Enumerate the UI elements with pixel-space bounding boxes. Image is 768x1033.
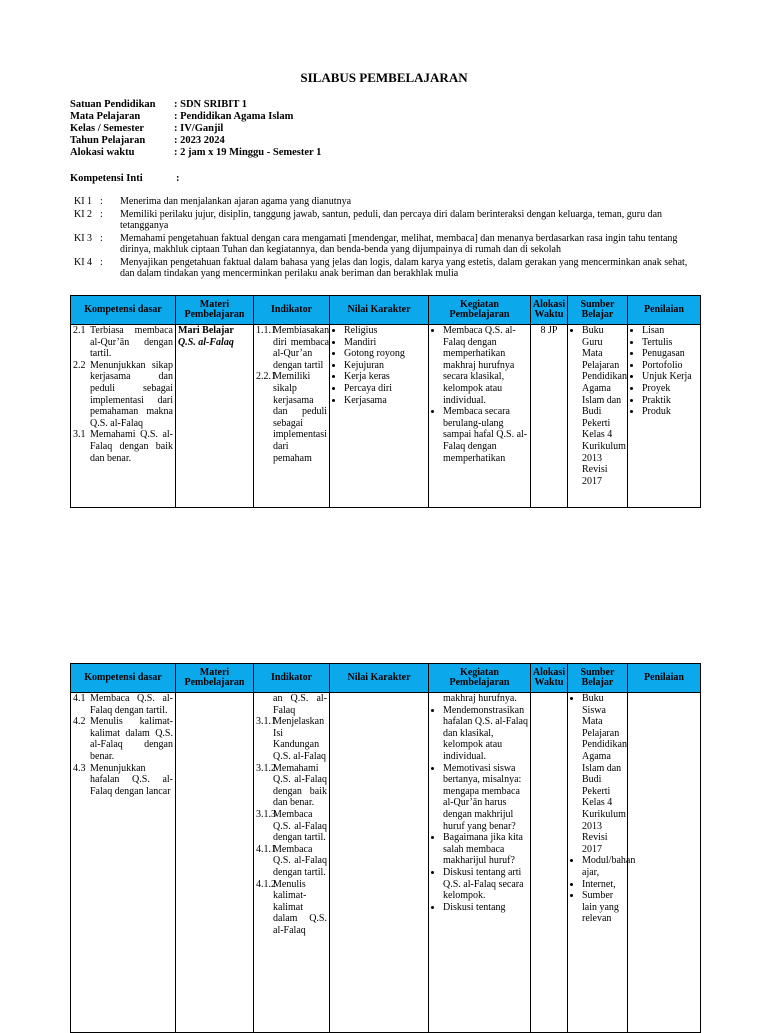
ki-text: Memahami pengetahuan faktual dengan cara mengamati [mendengar, melihat, membaca] dan menanya berdasarkan rasa ingin tahu tentang dirinya, makhluk ciptaan Tuhan dan kegiatannya, dan benda-benda yang dijumpainya di rumah dan di sekolah bbox=[120, 232, 678, 255]
indikator-item bbox=[256, 763, 327, 809]
kd-item bbox=[73, 360, 173, 430]
ki-code: KI 4 bbox=[74, 256, 93, 268]
nilai-item: • Kerja keras bbox=[344, 371, 426, 383]
indikator-item-text: Membaca Q.S. al-Falaq dengan tartil. bbox=[273, 808, 327, 844]
kegiatan-item: • Bagaimana jika kita salah membaca makharijul huruf? bbox=[443, 832, 528, 867]
meta-key: Alokasi waktu bbox=[70, 147, 135, 158]
page-title: SILABUS PEMBELAJARAN bbox=[300, 70, 468, 85]
materi-cell bbox=[176, 693, 254, 1033]
kd-item-number: 3.1 bbox=[73, 429, 86, 441]
table-row bbox=[71, 693, 701, 1033]
syllabus-table-1 bbox=[70, 295, 701, 508]
nilai-cell bbox=[330, 325, 429, 508]
indikator-item-number: 2.2.1 bbox=[256, 371, 276, 383]
meta-value: : 2 jam x 19 Minggu - Semester 1 bbox=[174, 147, 322, 158]
nilai-item: • Mandiri bbox=[344, 337, 426, 349]
kd-item-number: 2.1 bbox=[73, 325, 86, 336]
syllabus-table-2 bbox=[70, 663, 701, 1033]
indikator-item bbox=[256, 809, 327, 844]
kd-item bbox=[73, 325, 173, 360]
sumber-item: • Modul/bahan ajar, bbox=[582, 855, 625, 878]
indikator-item-number: 4.1.2 bbox=[256, 878, 276, 890]
kd-item-number: 4.2 bbox=[73, 716, 86, 728]
kd-item-text: Membaca Q.S. al-Falaq dengan tartil. bbox=[90, 693, 173, 716]
table-header-row bbox=[71, 296, 701, 325]
ki-item bbox=[70, 196, 690, 208]
kegiatan-item: • Memotivasi siswa bertanya, misalnya: mengapa membaca al-Qur’ān harus dengan makhrijul huruf yang benar? bbox=[443, 763, 528, 833]
alokasi-cell bbox=[531, 325, 568, 508]
ki-heading-label: Kompetensi Inti bbox=[70, 173, 143, 184]
nilai-item: • Kejujuran bbox=[344, 360, 426, 372]
ki-code: KI 2 bbox=[74, 208, 93, 220]
penilaian-cell bbox=[628, 693, 701, 1033]
penilaian-item: • Produk bbox=[642, 406, 698, 418]
kd-item bbox=[73, 716, 173, 762]
header-indikator: Indikator bbox=[254, 664, 330, 693]
ki-code: KI 3 bbox=[74, 232, 93, 244]
kd-item-text: Menunjukkan sikap kerjasama dan peduli sebagai implementasi dari pemahaman makna Q.S. al-Falaq bbox=[90, 359, 173, 429]
header-materi: Materi Pembelajaran bbox=[176, 296, 254, 325]
ki-item bbox=[70, 257, 690, 280]
ki-sep: : bbox=[100, 196, 103, 207]
kegiatan-item: • Diskusi tentang bbox=[443, 902, 528, 914]
meta-key: Kelas / Semester bbox=[70, 123, 145, 134]
penilaian-item: • Portofolio bbox=[642, 360, 698, 372]
ki-item bbox=[70, 209, 690, 232]
sumber-cell bbox=[568, 693, 636, 1033]
penilaian-item: • Lisan bbox=[642, 325, 698, 337]
header-indikator: Indikator bbox=[254, 296, 330, 325]
kd-item-number: 2.2 bbox=[73, 359, 86, 371]
ki-list bbox=[70, 196, 690, 281]
penilaian-item: • Praktik bbox=[642, 395, 698, 407]
alokasi-value: 8 JP bbox=[540, 325, 558, 336]
table-header-row bbox=[71, 664, 701, 693]
meta-value: : IV/Ganjil bbox=[174, 123, 224, 134]
meta-row bbox=[70, 99, 321, 111]
ki-sep: : bbox=[100, 208, 103, 220]
kegiatan-item: • Membaca secara berulang-ulang sampai hafal Q.S. al-Falaq dengan memperhatikan bbox=[443, 406, 528, 464]
table-row bbox=[71, 325, 701, 508]
indikator-item bbox=[256, 371, 327, 464]
header-sumber: Sumber Belajar bbox=[568, 664, 628, 693]
ki-heading bbox=[70, 173, 180, 185]
kd-item-number: 4.3 bbox=[73, 762, 86, 774]
kegiatan-cell bbox=[429, 325, 531, 508]
penilaian-item: • Unjuk Kerja bbox=[642, 371, 698, 383]
ki-sep: : bbox=[100, 232, 103, 244]
kd-cell bbox=[71, 325, 176, 508]
ki-code: KI 1 bbox=[74, 196, 93, 207]
kd-item-text: Menunjukkan hafalan Q.S. al-Falaq dengan lancar bbox=[90, 762, 173, 797]
sumber-item: • Buku Siswa Mata Pelajaran Pendidikan Agama Islam dan Budi Pekerti Kelas 4 Kurikulum 2013 Revisi 2017 bbox=[582, 693, 625, 855]
meta-key: Tahun Pelajaran bbox=[70, 135, 146, 146]
indikator-item-text: Membiasakan diri membaca al-Qur’an dengan tartil bbox=[273, 325, 330, 371]
indikator-item-text: Memiliki sikalp kerjasama dan peduli sebagai implementasi dari pemaham bbox=[273, 371, 327, 464]
nilai-item: • Percaya diri bbox=[344, 383, 426, 395]
indikator-item-number: 4.1.1 bbox=[256, 843, 276, 855]
nilai-item: • Kerjasama bbox=[344, 395, 426, 407]
penilaian-item: • Tertulis bbox=[642, 337, 698, 349]
nilai-cell bbox=[330, 693, 429, 1033]
meta-key: Mata Pelajaran bbox=[70, 111, 141, 122]
penilaian-item: • Proyek bbox=[642, 383, 698, 395]
sumber-item: • Buku Guru Mata Pelajaran Pendidikan Agama Islam dan Budi Pekerti Kelas 4 Kurikulum 2013 Revisi 2017 bbox=[582, 325, 625, 487]
indikator-item-number: 3.1.3 bbox=[256, 808, 276, 820]
meta-value: : 2023 2024 bbox=[174, 135, 225, 146]
meta-key: Satuan Pendidikan bbox=[70, 99, 156, 110]
kd-item bbox=[73, 693, 173, 716]
kd-item-text: Terbiasa membaca al-Qur’ān dengan tartil. bbox=[90, 325, 173, 360]
kd-item bbox=[73, 763, 173, 798]
nilai-item: • Religius bbox=[344, 325, 426, 337]
header-kegiatan: Kegiatan Pembelajaran bbox=[429, 296, 531, 325]
alokasi-cell bbox=[531, 693, 568, 1033]
kegiatan-continuation: makhraj hurufnya. bbox=[443, 693, 517, 704]
identity-block bbox=[70, 99, 321, 159]
meta-value: : Pendidikan Agama Islam bbox=[174, 111, 294, 122]
header-kegiatan: Kegiatan Pembelajaran bbox=[429, 664, 531, 693]
header-alokasi: Alokasi Waktu bbox=[531, 664, 568, 693]
header-kompetensi-dasar: Kompetensi dasar bbox=[71, 664, 176, 693]
meta-row bbox=[70, 123, 321, 135]
sumber-item: • Internet, bbox=[582, 879, 625, 891]
indikator-item-text: Memahami Q.S. al-Falaq dengan baik dan benar. bbox=[273, 762, 327, 809]
nilai-item: • Gotong royong bbox=[344, 348, 426, 360]
ki-item bbox=[70, 233, 690, 256]
indikator-cell bbox=[254, 693, 330, 1033]
header-nilai-karakter: Nilai Karakter bbox=[330, 296, 429, 325]
header-kompetensi-dasar: Kompetensi dasar bbox=[71, 296, 176, 325]
header-sumber: Sumber Belajar bbox=[568, 296, 628, 325]
indikator-cell bbox=[254, 325, 330, 508]
indikator-item bbox=[256, 879, 327, 937]
kd-item-text: Menulis kalimat-kalimat dalam Q.S. al-Falaq dengan benar. bbox=[90, 716, 173, 762]
indikator-item-number: 3.1.1 bbox=[256, 716, 276, 728]
kd-item bbox=[73, 429, 173, 464]
penilaian-item: • Penugasan bbox=[642, 348, 698, 360]
meta-value: : SDN SRIBIT 1 bbox=[174, 99, 248, 110]
meta-row bbox=[70, 147, 321, 159]
meta-row bbox=[70, 135, 321, 147]
kegiatan-cell bbox=[429, 693, 531, 1033]
sumber-item: • Sumber lain yang relevan bbox=[582, 890, 625, 925]
materi-subtitle: Q.S. al-Falaq bbox=[178, 336, 234, 348]
header-penilaian: Penilaian bbox=[628, 664, 701, 693]
header-nilai-karakter: Nilai Karakter bbox=[330, 664, 429, 693]
indikator-item-text: Menulis kalimat-kalimat dalam Q.S. al-Falaq bbox=[273, 878, 327, 936]
ki-text: Memiliki perilaku jujur, disiplin, tanggung jawab, santun, peduli, dan percaya diri dalam berinteraksi dengan keluarga, teman, guru dan tetangganya bbox=[120, 208, 663, 231]
indikator-item-text: Membaca Q.S. al-Falaq dengan tartil. bbox=[273, 843, 327, 878]
kd-cell bbox=[71, 693, 176, 1033]
indikator-item-number: 1.1.1 bbox=[256, 325, 276, 336]
indikator-item bbox=[256, 716, 327, 762]
kd-item-text: Memahami Q.S. al-Falaq dengan baik dan benar. bbox=[90, 429, 173, 464]
ki-heading-colon: : bbox=[176, 173, 180, 184]
indikator-item-text: Menjelaskan Isi Kandungan Q.S. al-Falaq bbox=[273, 716, 327, 762]
kegiatan-item: • Mendemonstrasikan hafalan Q.S. al-Falaq dan klasikal, kelompok atau individual. bbox=[443, 705, 528, 763]
penilaian-cell bbox=[628, 325, 701, 508]
kegiatan-item: • Diskusi tentang arti Q.S. al-Falaq secara kelompok. bbox=[443, 867, 528, 902]
ki-sep: : bbox=[100, 256, 103, 268]
ki-text: Menerima dan menjalankan ajaran agama yang dianutnya bbox=[120, 196, 352, 207]
indikator-item bbox=[256, 325, 330, 371]
materi-title: Mari Belajar bbox=[178, 325, 234, 336]
indikator-continuation: an Q.S. al-Falaq bbox=[273, 693, 327, 716]
kd-item-number: 4.1 bbox=[73, 693, 86, 704]
header-alokasi: Alokasi Waktu bbox=[531, 296, 568, 325]
meta-row bbox=[70, 111, 321, 123]
indikator-item-number: 3.1.2 bbox=[256, 762, 276, 774]
header-materi: Materi Pembelajaran bbox=[176, 664, 254, 693]
kegiatan-item: • Membaca Q.S. al-Falaq dengan memperhatikan makhraj hurufnya secara klasikal, kelompok atau individual. bbox=[443, 325, 528, 406]
header-penilaian: Penilaian bbox=[628, 296, 701, 325]
materi-cell bbox=[176, 325, 254, 508]
sumber-cell bbox=[568, 325, 628, 508]
ki-text: Menyajikan pengetahuan faktual dalam bahasa yang jelas dan logis, dalam karya yang estetis, dalam gerakan yang mencerminkan anak sehat, dan dalam tindakan yang mencerminkan perilaku anak beriman dan berakhlak mulia bbox=[120, 256, 688, 279]
indikator-item bbox=[256, 844, 327, 879]
